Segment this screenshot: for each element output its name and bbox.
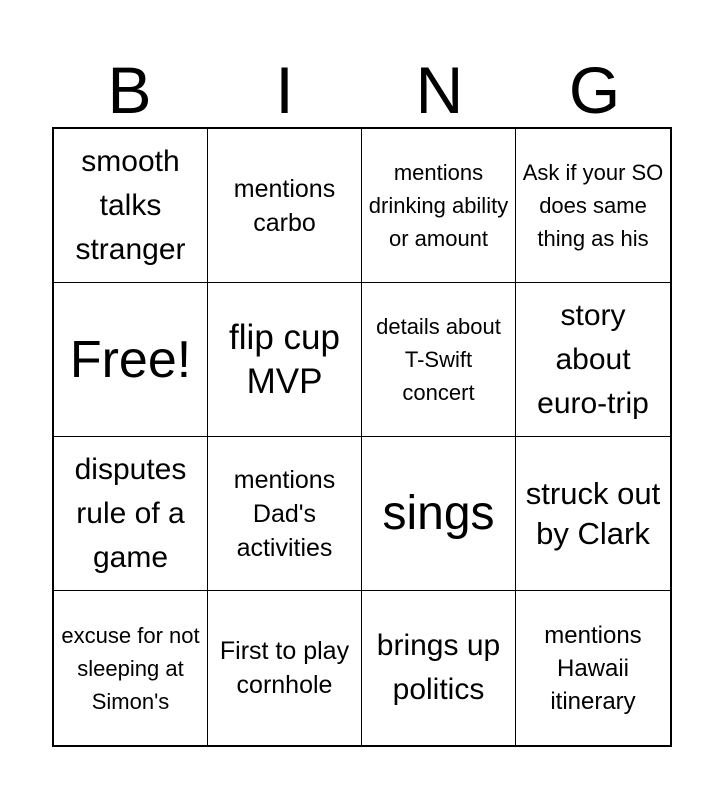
- bingo-cell-r3c1[interactable]: [54, 437, 208, 591]
- bingo-card-grid: [52, 127, 672, 747]
- bingo-cell-r1c4[interactable]: [516, 129, 670, 283]
- bingo-cell-text: Ask if your SO does same thing as his: [522, 160, 664, 251]
- bingo-cell-text: details about T-Swift concert: [376, 314, 501, 405]
- bingo-cell-r3c4[interactable]: [516, 437, 670, 591]
- bingo-header: [52, 52, 672, 128]
- bingo-cell-text: mentions Dad's activities: [233, 465, 336, 562]
- bingo-cell-text: sings: [382, 486, 495, 540]
- bingo-cell-r3c3[interactable]: [362, 437, 516, 591]
- bingo-cell-r2c1[interactable]: [54, 283, 208, 437]
- bingo-cell-text: flip cup MVP: [229, 317, 340, 401]
- bingo-cell-r2c4[interactable]: [516, 283, 670, 437]
- bingo-cell-r2c2[interactable]: [208, 283, 362, 437]
- bingo-cell-r4c1[interactable]: [54, 591, 208, 745]
- bingo-cell-text: mentions carbo: [233, 174, 336, 237]
- bingo-cell-text: First to play cornhole: [219, 637, 350, 699]
- header-letter-n: N: [415, 53, 464, 127]
- bingo-cell-text: excuse for not sleeping at Simon's: [61, 622, 200, 714]
- bingo-cell-r4c2[interactable]: [208, 591, 362, 745]
- header-letter-i: I: [275, 53, 294, 127]
- bingo-cell-r1c3[interactable]: [362, 129, 516, 283]
- bingo-cell-r2c3[interactable]: [362, 283, 516, 437]
- bingo-cell-r3c2[interactable]: [208, 437, 362, 591]
- bingo-cell-text: brings up politics: [376, 629, 501, 706]
- bingo-cell-text: smooth talks stranger: [75, 144, 186, 266]
- bingo-cell-text: disputes rule of a game: [74, 452, 187, 574]
- bingo-cell-text: Free!: [69, 330, 192, 389]
- bingo-cell-text: mentions drinking ability or amount: [368, 160, 509, 251]
- bingo-cell-text: struck out by Clark: [525, 475, 661, 551]
- bingo-cell-r4c3[interactable]: [362, 591, 516, 745]
- header-letter-b: B: [107, 53, 152, 127]
- bingo-cell-text: story about euro-trip: [537, 298, 649, 420]
- header-letter-g: G: [568, 53, 621, 127]
- bingo-cell-r1c2[interactable]: [208, 129, 362, 283]
- bingo-cell-r1c1[interactable]: [54, 129, 208, 283]
- bingo-cell-text: mentions Hawaii itinerary: [544, 621, 642, 715]
- bingo-cell-r4c4[interactable]: [516, 591, 670, 745]
